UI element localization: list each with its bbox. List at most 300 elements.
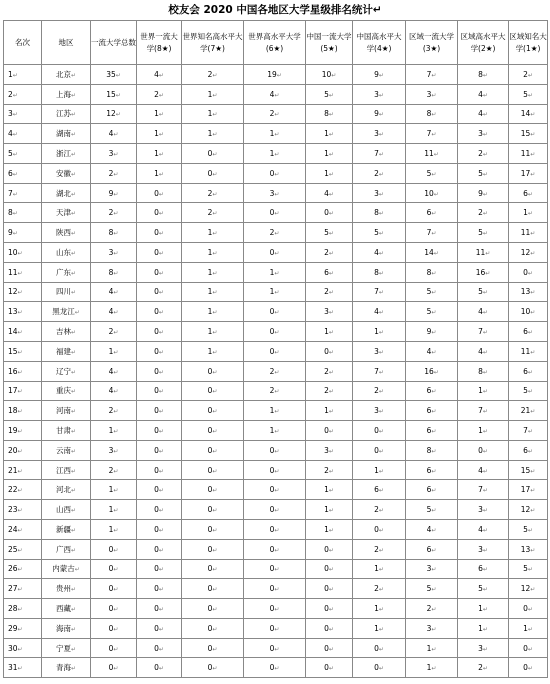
- count-cell: [244, 638, 306, 658]
- count-cell: [306, 559, 353, 579]
- cell-value: 0: [154, 524, 159, 534]
- cell-end-mark: ↵: [17, 586, 23, 594]
- count-cell: [137, 183, 182, 203]
- region-cell: [42, 559, 91, 579]
- count-cell: [406, 658, 458, 678]
- cell-end-mark: ↵: [274, 427, 280, 435]
- cell-value: 0: [269, 208, 275, 218]
- count-cell: [182, 599, 244, 619]
- rank-cell: [4, 262, 42, 282]
- table-row: [4, 381, 548, 401]
- count-cell: [458, 460, 509, 480]
- cell-end-mark: ↵: [527, 566, 533, 574]
- count-cell: [306, 243, 353, 263]
- region-cell: [42, 519, 91, 539]
- cell-end-mark: ↵: [70, 546, 77, 554]
- count-cell: [244, 658, 306, 678]
- count-cell: [406, 243, 458, 263]
- cell-end-mark: ↵: [70, 368, 77, 376]
- count-cell: [509, 401, 548, 421]
- cell-end-mark: ↵: [431, 170, 437, 178]
- count-cell: [306, 282, 353, 302]
- count-cell: [91, 203, 137, 223]
- region-cell: [42, 539, 91, 559]
- count-cell: [137, 243, 182, 263]
- count-cell: [406, 124, 458, 144]
- cell-end-mark: ↵: [212, 230, 218, 238]
- count-cell: [406, 223, 458, 243]
- cell-end-mark: ↵: [113, 427, 119, 435]
- cell-value: 1: [523, 623, 528, 633]
- count-cell: [509, 618, 548, 638]
- cell-value: 8: [478, 69, 483, 79]
- cell-end-mark: ↵: [113, 348, 119, 356]
- table-row: [4, 243, 548, 263]
- cell-end-mark: ↵: [274, 625, 280, 633]
- cell-value: 0: [269, 643, 275, 653]
- cell-end-mark: ↵: [433, 249, 439, 257]
- cell-value: 安徽: [55, 168, 71, 178]
- count-cell: [353, 84, 406, 104]
- count-cell: [91, 223, 137, 243]
- cell-end-mark: ↵: [431, 348, 437, 356]
- cell-value: 6: [8, 168, 13, 178]
- count-cell: [458, 84, 509, 104]
- count-cell: [182, 341, 244, 361]
- cell-value: 5: [324, 89, 329, 99]
- ranking-table: [3, 20, 548, 678]
- cell-end-mark: ↵: [212, 368, 218, 376]
- cell-value: 0: [523, 643, 528, 653]
- cell-end-mark: ↵: [274, 645, 280, 653]
- cell-end-mark: ↵: [274, 329, 280, 337]
- count-cell: [244, 519, 306, 539]
- rank-cell: [4, 163, 42, 183]
- cell-value: 江苏: [55, 109, 71, 119]
- cell-end-mark: ↵: [482, 111, 488, 119]
- table-row: [4, 65, 548, 85]
- cell-end-mark: ↵: [274, 170, 280, 178]
- cell-value: 15: [520, 465, 531, 475]
- cell-end-mark: ↵: [113, 249, 119, 257]
- region-cell: [42, 658, 91, 678]
- cell-end-mark: ↵: [113, 586, 119, 594]
- region-cell: [42, 440, 91, 460]
- cell-end-mark: ↵: [12, 111, 18, 119]
- count-cell: [458, 144, 509, 164]
- cell-end-mark: ↵: [113, 566, 119, 574]
- cell-end-mark: ↵: [328, 151, 334, 159]
- cell-end-mark: ↵: [482, 566, 488, 574]
- cell-end-mark: ↵: [158, 151, 164, 159]
- cell-value: 23: [8, 505, 18, 515]
- header-5star: 中国一流大学(5★): [306, 21, 353, 65]
- table-row: [4, 104, 548, 124]
- cell-end-mark: ↵: [70, 605, 77, 613]
- cell-value: 陕西: [55, 228, 71, 238]
- region-cell: [42, 243, 91, 263]
- cell-value: 1: [207, 327, 213, 337]
- cell-value: 0: [207, 445, 213, 455]
- cell-end-mark: ↵: [378, 348, 384, 356]
- cell-end-mark: ↵: [212, 645, 218, 653]
- cell-value: 贵州: [55, 584, 71, 594]
- count-cell: [244, 84, 306, 104]
- region-cell: [42, 401, 91, 421]
- cell-end-mark: ↵: [70, 91, 77, 99]
- cell-value: 6: [426, 485, 432, 495]
- cell-value: 0: [154, 208, 159, 218]
- table-row: [4, 282, 548, 302]
- cell-end-mark: ↵: [431, 605, 437, 613]
- cell-value: 2: [207, 208, 213, 218]
- cell-end-mark: ↵: [17, 447, 23, 455]
- count-cell: [306, 421, 353, 441]
- cell-end-mark: ↵: [212, 427, 218, 435]
- count-cell: [509, 302, 548, 322]
- cell-value: 0: [207, 584, 213, 594]
- cell-value: 山东: [55, 247, 71, 257]
- count-cell: [182, 658, 244, 678]
- cell-value: 4: [8, 129, 13, 139]
- cell-value: 5: [523, 386, 528, 396]
- count-cell: [244, 223, 306, 243]
- cell-end-mark: ↵: [113, 269, 119, 277]
- header-3star: 区域一流大学(3★): [406, 21, 458, 65]
- cell-end-mark: ↵: [70, 487, 77, 495]
- count-cell: [306, 124, 353, 144]
- cell-end-mark: ↵: [17, 368, 23, 376]
- cell-end-mark: ↵: [212, 408, 218, 416]
- cell-end-mark: ↵: [328, 566, 334, 574]
- cell-end-mark: ↵: [274, 131, 280, 139]
- count-cell: [182, 104, 244, 124]
- cell-end-mark: ↵: [70, 467, 77, 475]
- cell-end-mark: ↵: [527, 645, 533, 653]
- count-cell: [306, 460, 353, 480]
- count-cell: [244, 460, 306, 480]
- cell-end-mark: ↵: [158, 269, 164, 277]
- cell-end-mark: ↵: [530, 230, 536, 238]
- cell-value: 0: [324, 425, 329, 435]
- cell-value: 2: [374, 584, 379, 594]
- cell-value: 4: [426, 346, 432, 356]
- table-row: [4, 84, 548, 104]
- count-cell: [353, 381, 406, 401]
- cell-end-mark: ↵: [328, 408, 334, 416]
- cell-end-mark: ↵: [158, 71, 164, 79]
- rank-cell: [4, 361, 42, 381]
- cell-value: 3: [324, 307, 329, 317]
- cell-end-mark: ↵: [482, 507, 488, 515]
- cell-value: 0: [207, 623, 213, 633]
- cell-end-mark: ↵: [212, 605, 218, 613]
- cell-end-mark: ↵: [12, 151, 18, 159]
- count-cell: [137, 618, 182, 638]
- table-row: [4, 203, 548, 223]
- cell-value: 0: [207, 663, 213, 673]
- cell-end-mark: ↵: [530, 507, 536, 515]
- count-cell: [91, 460, 137, 480]
- cell-end-mark: ↵: [482, 309, 488, 317]
- count-cell: [182, 302, 244, 322]
- cell-value: 4: [478, 109, 483, 119]
- cell-end-mark: ↵: [212, 131, 218, 139]
- cell-end-mark: ↵: [378, 329, 384, 337]
- cell-end-mark: ↵: [212, 309, 218, 317]
- cell-end-mark: ↵: [482, 71, 488, 79]
- cell-value: 17: [520, 168, 531, 178]
- count-cell: [182, 144, 244, 164]
- cell-end-mark: ↵: [70, 427, 77, 435]
- cell-value: 2: [478, 208, 483, 218]
- count-cell: [458, 539, 509, 559]
- cell-value: 1: [108, 524, 114, 534]
- count-cell: [458, 262, 509, 282]
- cell-value: 7: [374, 287, 379, 297]
- cell-value: 0: [269, 327, 275, 337]
- cell-end-mark: ↵: [431, 645, 437, 653]
- cell-end-mark: ↵: [158, 131, 164, 139]
- count-cell: [91, 124, 137, 144]
- cell-end-mark: ↵: [212, 190, 218, 198]
- cell-value: 1: [108, 505, 114, 515]
- table-row: [4, 500, 548, 520]
- cell-value: 13: [520, 544, 531, 554]
- cell-value: 2: [269, 228, 275, 238]
- cell-value: 1: [269, 287, 275, 297]
- cell-end-mark: ↵: [70, 388, 77, 396]
- cell-end-mark: ↵: [158, 625, 164, 633]
- region-cell: [42, 579, 91, 599]
- cell-value: 22: [8, 485, 18, 495]
- count-cell: [353, 618, 406, 638]
- cell-end-mark: ↵: [378, 309, 384, 317]
- count-cell: [509, 144, 548, 164]
- count-cell: [406, 282, 458, 302]
- cell-value: 1: [207, 307, 213, 317]
- count-cell: [182, 579, 244, 599]
- cell-value: 4: [154, 69, 159, 79]
- cell-end-mark: ↵: [212, 329, 218, 337]
- cell-value: 1: [374, 465, 379, 475]
- table-row: [4, 341, 548, 361]
- count-cell: [306, 361, 353, 381]
- cell-end-mark: ↵: [70, 408, 77, 416]
- count-cell: [306, 84, 353, 104]
- cell-end-mark: ↵: [328, 546, 334, 554]
- cell-value: 5: [426, 287, 432, 297]
- cell-value: 8: [374, 267, 379, 277]
- cell-end-mark: ↵: [431, 665, 437, 673]
- cell-end-mark: ↵: [70, 665, 77, 673]
- count-cell: [458, 638, 509, 658]
- cell-end-mark: ↵: [433, 190, 439, 198]
- cell-end-mark: ↵: [482, 368, 488, 376]
- count-cell: [353, 440, 406, 460]
- count-cell: [244, 421, 306, 441]
- count-cell: [509, 262, 548, 282]
- cell-value: 天津: [55, 208, 71, 218]
- count-cell: [182, 519, 244, 539]
- cell-value: 0: [269, 584, 275, 594]
- count-cell: [458, 658, 509, 678]
- cell-value: 0: [269, 247, 275, 257]
- count-cell: [353, 124, 406, 144]
- cell-value: 1: [324, 327, 329, 337]
- count-cell: [306, 500, 353, 520]
- count-cell: [182, 124, 244, 144]
- cell-value: 6: [426, 425, 432, 435]
- count-cell: [406, 401, 458, 421]
- count-cell: [509, 243, 548, 263]
- table-row: [4, 460, 548, 480]
- cell-end-mark: ↵: [17, 605, 23, 613]
- cell-value: 0: [523, 603, 528, 613]
- cell-value: 4: [478, 465, 483, 475]
- cell-value: 4: [374, 247, 379, 257]
- cell-end-mark: ↵: [527, 526, 533, 534]
- region-cell: [42, 203, 91, 223]
- cell-end-mark: ↵: [113, 230, 119, 238]
- cell-value: 14: [8, 327, 18, 337]
- cell-end-mark: ↵: [158, 289, 164, 297]
- count-cell: [137, 421, 182, 441]
- cell-value: 19: [267, 69, 277, 79]
- cell-end-mark: ↵: [17, 289, 23, 297]
- cell-value: 0: [154, 406, 159, 416]
- count-cell: [91, 618, 137, 638]
- cell-end-mark: ↵: [274, 507, 280, 515]
- cell-end-mark: ↵: [328, 269, 334, 277]
- count-cell: [406, 440, 458, 460]
- cell-value: 0: [523, 663, 528, 673]
- cell-value: 0: [154, 366, 159, 376]
- cell-end-mark: ↵: [158, 467, 164, 475]
- cell-end-mark: ↵: [12, 230, 18, 238]
- region-cell: [42, 460, 91, 480]
- cell-end-mark: ↵: [158, 249, 164, 257]
- cell-value: 7: [478, 485, 483, 495]
- count-cell: [509, 282, 548, 302]
- region-cell: [42, 104, 91, 124]
- cell-value: 1: [324, 485, 329, 495]
- cell-value: 28: [8, 603, 18, 613]
- table-row: [4, 579, 548, 599]
- cell-end-mark: ↵: [274, 526, 280, 534]
- cell-end-mark: ↵: [158, 348, 164, 356]
- count-cell: [137, 84, 182, 104]
- cell-end-mark: ↵: [482, 230, 488, 238]
- count-cell: [137, 203, 182, 223]
- table-header-row: [4, 21, 548, 65]
- cell-end-mark: ↵: [158, 111, 164, 119]
- cell-end-mark: ↵: [328, 289, 334, 297]
- count-cell: [509, 381, 548, 401]
- cell-value: 0: [154, 643, 159, 653]
- cell-end-mark: ↵: [485, 269, 491, 277]
- count-cell: [137, 480, 182, 500]
- cell-value: 9: [426, 327, 432, 337]
- count-cell: [509, 124, 548, 144]
- cell-end-mark: ↵: [158, 408, 164, 416]
- cell-value: 5: [523, 89, 528, 99]
- cell-end-mark: ↵: [274, 566, 280, 574]
- cell-end-mark: ↵: [17, 645, 23, 653]
- cell-end-mark: ↵: [212, 111, 218, 119]
- cell-value: 0: [207, 505, 213, 515]
- cell-end-mark: ↵: [328, 91, 334, 99]
- cell-value: 4: [478, 346, 483, 356]
- table-row: [4, 144, 548, 164]
- cell-value: 0: [269, 465, 275, 475]
- cell-value: 山西: [55, 505, 71, 515]
- cell-end-mark: ↵: [328, 210, 334, 218]
- cell-end-mark: ↵: [74, 566, 80, 574]
- rank-cell: [4, 65, 42, 85]
- cell-value: 0: [324, 584, 329, 594]
- count-cell: [406, 539, 458, 559]
- page-title: 校友会 2020 中国各地区大学星级排名统计↵: [168, 4, 382, 16]
- cell-value: 海南: [55, 623, 71, 633]
- count-cell: [91, 65, 137, 85]
- cell-end-mark: ↵: [378, 507, 384, 515]
- count-cell: [182, 539, 244, 559]
- cell-end-mark: ↵: [274, 269, 280, 277]
- cell-end-mark: ↵: [212, 91, 218, 99]
- cell-end-mark: ↵: [485, 249, 491, 257]
- cell-value: 0: [324, 603, 329, 613]
- cell-value: 0: [269, 524, 275, 534]
- cell-value: 15: [520, 129, 531, 139]
- count-cell: [406, 421, 458, 441]
- rank-cell: [4, 322, 42, 342]
- cell-end-mark: ↵: [158, 507, 164, 515]
- count-cell: [244, 539, 306, 559]
- cell-value: 1: [478, 425, 483, 435]
- cell-end-mark: ↵: [12, 71, 18, 79]
- rank-cell: [4, 302, 42, 322]
- cell-end-mark: ↵: [17, 625, 23, 633]
- cell-value: 宁夏: [55, 643, 71, 653]
- cell-end-mark: ↵: [378, 131, 384, 139]
- cell-value: 0: [154, 505, 159, 515]
- cell-value: 0: [154, 584, 159, 594]
- cell-end-mark: ↵: [12, 170, 18, 178]
- count-cell: [306, 618, 353, 638]
- cell-end-mark: ↵: [274, 289, 280, 297]
- region-cell: [42, 65, 91, 85]
- cell-value: 广东: [55, 267, 71, 277]
- cell-end-mark: ↵: [431, 467, 437, 475]
- count-cell: [306, 183, 353, 203]
- cell-value: 7: [8, 188, 13, 198]
- cell-value: 5: [324, 228, 329, 238]
- cell-end-mark: ↵: [527, 329, 533, 337]
- cell-value: 0: [269, 445, 275, 455]
- cell-value: 7: [426, 69, 432, 79]
- count-cell: [91, 519, 137, 539]
- cell-end-mark: ↵: [113, 329, 119, 337]
- cell-end-mark: ↵: [212, 566, 218, 574]
- cell-end-mark: ↵: [274, 249, 280, 257]
- cell-end-mark: ↵: [328, 625, 334, 633]
- cell-value: 1: [207, 287, 213, 297]
- cell-value: 0: [207, 386, 213, 396]
- count-cell: [458, 243, 509, 263]
- count-cell: [458, 183, 509, 203]
- cell-end-mark: ↵: [70, 170, 77, 178]
